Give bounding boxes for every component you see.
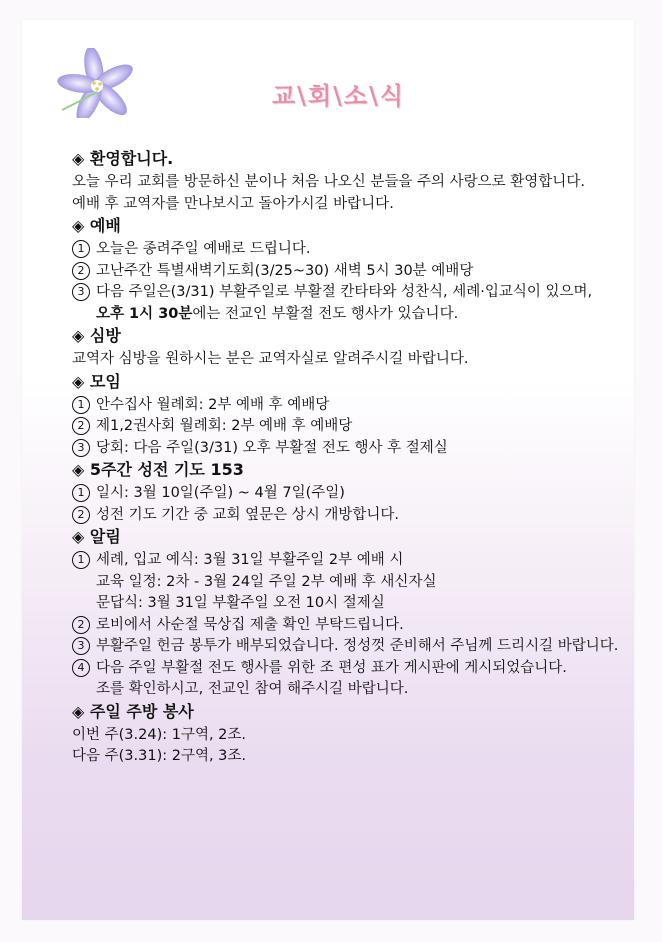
number-badge: 1 bbox=[72, 396, 90, 414]
item-text: 제1,2권사회 월례회: 2부 예배 후 예배당 bbox=[96, 418, 353, 434]
list-item bbox=[72, 636, 642, 658]
number-badge: 1 bbox=[72, 484, 90, 502]
section-heading: ◈ 5주간 성전 기도 153 bbox=[72, 460, 244, 479]
number-badge: 1 bbox=[72, 551, 90, 569]
list-item-continuation bbox=[72, 593, 642, 615]
news-content bbox=[72, 148, 642, 768]
item-text: 조를 확인하시고, 전교인 참여 해주시길 바랍니다. bbox=[96, 681, 409, 697]
section-worship bbox=[72, 215, 642, 325]
list-item bbox=[72, 239, 642, 261]
section-heading: ◈ 예배 bbox=[72, 216, 121, 235]
list-item-continuation bbox=[72, 572, 642, 594]
list-item bbox=[72, 505, 642, 527]
list-item bbox=[72, 615, 642, 637]
list-item bbox=[72, 658, 642, 680]
item-text: 고난주간 특별새벽기도회(3/25~30) 새벽 5시 30분 예배당 bbox=[96, 262, 474, 279]
item-text: 문답식: 3월 31일 부활주일 오전 10시 절제실 bbox=[96, 595, 385, 611]
section-notices bbox=[72, 526, 642, 701]
item-text: 안수집사 월례회: 2부 예배 후 예배당 bbox=[96, 396, 330, 413]
text-line: 교역자 심방을 원하시는 분은 교역자실로 알려주시길 바랍니다. bbox=[72, 351, 469, 367]
number-badge: 2 bbox=[72, 506, 90, 524]
item-text: 로비에서 사순절 묵상집 제출 확인 부탁드립니다. bbox=[96, 616, 404, 633]
list-item bbox=[72, 395, 642, 417]
item-text: 다음 주일 부활절 전도 행사를 위한 조 편성 표가 게시판에 게시되었습니다. bbox=[96, 659, 567, 676]
page-title: 교\회\소\식 bbox=[272, 81, 406, 110]
list-item bbox=[72, 416, 642, 438]
list-item bbox=[72, 550, 642, 572]
item-text: 성전 기도 기간 중 교회 옆문은 상시 개방합니다. bbox=[96, 506, 400, 523]
section-welcome bbox=[72, 148, 642, 215]
number-badge: 2 bbox=[72, 616, 90, 634]
flower-icon bbox=[52, 48, 142, 118]
number-badge: 3 bbox=[72, 283, 90, 301]
list-item-continuation bbox=[72, 304, 642, 326]
list-item bbox=[72, 261, 642, 283]
text-line: 이번 주(3.24): 1구역, 2조. bbox=[72, 726, 247, 743]
number-badge: 1 bbox=[72, 240, 90, 258]
bold-time: 오후 1시 30분 bbox=[96, 305, 193, 322]
section-heading: ◈ 모임 bbox=[72, 371, 121, 391]
item-text: 다음 주일은(3/31) 부활주일로 부활절 칸타타와 성찬식, 세례·입교식이 있으며, bbox=[96, 284, 593, 300]
section-heading: ◈ 주일 주방 봉사 bbox=[72, 701, 194, 721]
item-text: 오늘은 종려주일 예배로 드립니다. bbox=[96, 241, 311, 257]
list-item bbox=[72, 483, 642, 505]
list-item-continuation bbox=[72, 679, 642, 701]
item-text: 에는 전교인 부활절 전도 행사가 있습니다. bbox=[192, 305, 459, 322]
list-item bbox=[72, 438, 642, 460]
section-visitation bbox=[72, 325, 642, 371]
item-text: 일시: 3월 10일(주일) ~ 4월 7일(주일) bbox=[96, 485, 345, 501]
number-badge: 4 bbox=[72, 659, 90, 677]
section-meetings bbox=[72, 371, 642, 460]
item-text: 부활주일 헌금 봉투가 배부되었습니다. 정성껏 준비해서 주님께 드리시길 바랍니다. bbox=[96, 638, 619, 654]
item-text: 세례, 입교 예식: 3월 31일 부활주일 2부 예배 시 bbox=[96, 552, 404, 568]
number-badge: 2 bbox=[72, 417, 90, 435]
section-prayer bbox=[72, 459, 642, 526]
number-badge: 3 bbox=[72, 439, 90, 457]
text-line: 다음 주(3.31): 2구역, 3조. bbox=[72, 748, 247, 764]
item-text: 당회: 다음 주일(3/31) 오후 부활절 전도 행사 후 절제실 bbox=[96, 439, 448, 456]
section-heading: ◈ 심방 bbox=[72, 326, 121, 345]
bulletin-page bbox=[22, 20, 634, 920]
text-line: 예배 후 교역자를 만나보시고 돌아가시길 바랍니다. bbox=[72, 195, 394, 212]
list-item bbox=[72, 282, 642, 304]
item-text: 교육 일정: 2차 - 3월 24일 주일 2부 예배 후 새신자실 bbox=[96, 573, 437, 590]
number-badge: 3 bbox=[72, 637, 90, 655]
section-heading: ◈ 알림 bbox=[72, 527, 121, 546]
number-badge: 2 bbox=[72, 262, 90, 280]
text-line: 오늘 우리 교회를 방문하신 분이나 처음 나오신 분들을 주의 사랑으로 환영합니다. bbox=[72, 174, 585, 190]
section-kitchen-service bbox=[72, 701, 642, 768]
section-heading: ◈ 환영합니다. bbox=[72, 149, 174, 168]
